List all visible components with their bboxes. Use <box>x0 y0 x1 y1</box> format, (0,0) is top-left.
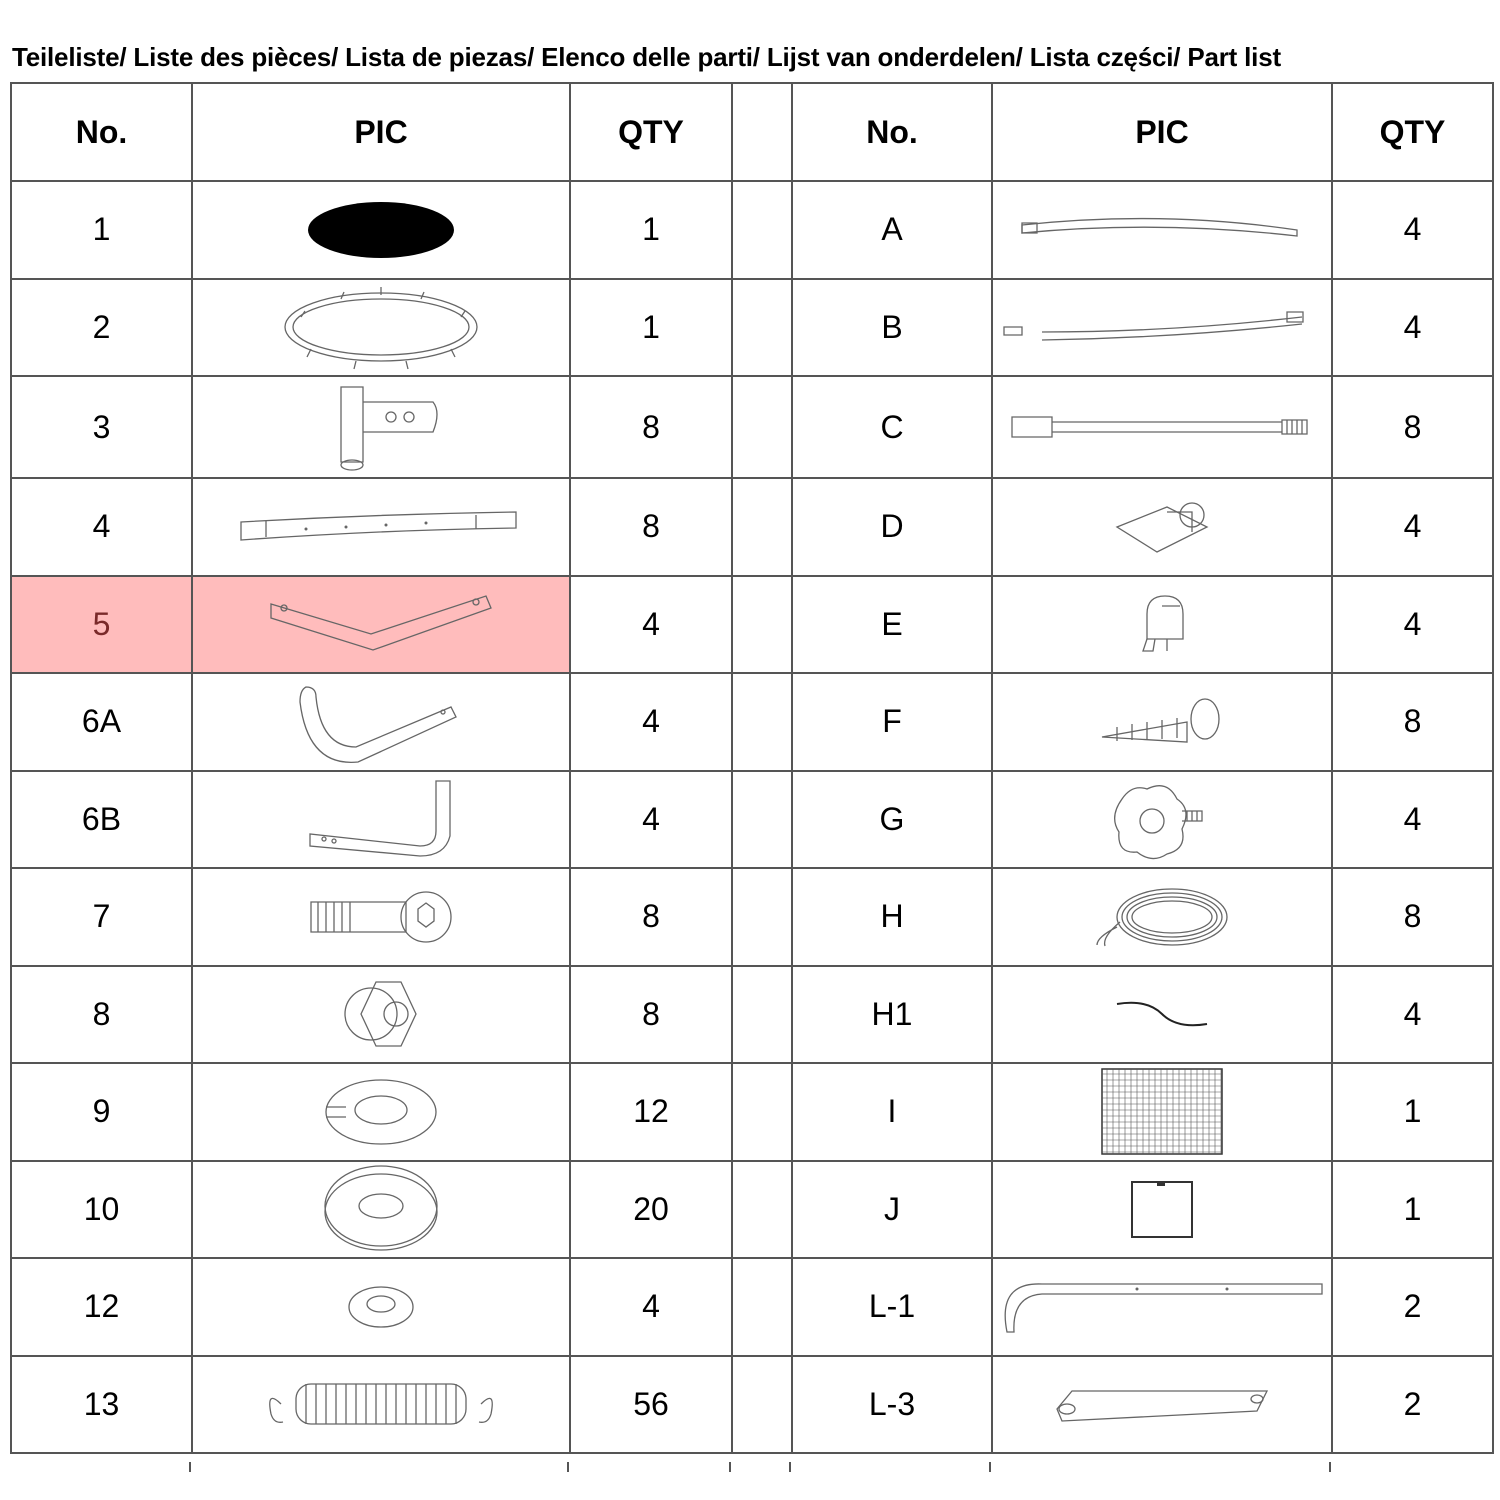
part-number-right: I <box>792 1063 992 1161</box>
handle-bar-icon <box>993 1277 1331 1337</box>
cord-icon <box>993 994 1331 1034</box>
part-number-right: F <box>792 673 992 771</box>
part-qty-left: 4 <box>570 673 732 771</box>
table-row <box>11 1161 1493 1259</box>
column-gap <box>732 966 792 1064</box>
curved-pole-icon <box>993 210 1331 250</box>
part-pic-right <box>992 1063 1332 1161</box>
part-number-left: 4 <box>11 478 192 576</box>
part-pic-left <box>192 1258 570 1356</box>
table-row <box>11 576 1493 674</box>
spring-washer-icon <box>193 1072 569 1152</box>
table-row <box>11 181 1493 279</box>
part-qty-left: 8 <box>570 478 732 576</box>
part-number-right: C <box>792 376 992 478</box>
part-pic-right <box>992 868 1332 966</box>
part-qty-left: 8 <box>570 966 732 1064</box>
v-tube-icon <box>193 594 569 654</box>
part-pic-left <box>192 279 570 377</box>
part-qty-left: 20 <box>570 1161 732 1259</box>
column-gap <box>732 1356 792 1454</box>
part-pic-left <box>192 771 570 869</box>
table-continuation-line <box>1329 1462 1331 1472</box>
column-gap <box>732 279 792 377</box>
bolt-icon <box>193 887 569 947</box>
bent-pole-icon <box>993 302 1331 352</box>
column-gap <box>732 83 792 181</box>
part-qty-right: 8 <box>1332 868 1493 966</box>
part-qty-left: 8 <box>570 376 732 478</box>
part-pic-left <box>192 1063 570 1161</box>
part-number-right: L-1 <box>792 1258 992 1356</box>
part-number-right: B <box>792 279 992 377</box>
part-number-right: H1 <box>792 966 992 1064</box>
table-row <box>11 868 1493 966</box>
straight-rod-icon <box>993 412 1331 442</box>
cord-coil-icon <box>993 882 1331 952</box>
part-number-left: 1 <box>11 181 192 279</box>
part-qty-left: 56 <box>570 1356 732 1454</box>
table-continuation-line <box>189 1462 191 1472</box>
handle-tube-icon <box>993 1384 1331 1424</box>
part-pic-right <box>992 673 1332 771</box>
part-qty-right: 1 <box>1332 1161 1493 1259</box>
part-qty-right: 4 <box>1332 181 1493 279</box>
part-number-right: D <box>792 478 992 576</box>
part-number-left: 9 <box>11 1063 192 1161</box>
part-number-left: 6A <box>11 673 192 771</box>
header-row <box>11 83 1493 181</box>
cap-nut-icon <box>193 974 569 1054</box>
header-qty-right: QTY <box>1332 83 1493 181</box>
part-pic-left <box>192 478 570 576</box>
part-pic-right <box>992 966 1332 1064</box>
part-number-right: G <box>792 771 992 869</box>
part-number-right: J <box>792 1161 992 1259</box>
table-continuation-line <box>567 1462 569 1472</box>
part-number-right: L-3 <box>792 1356 992 1454</box>
part-pic-left <box>192 673 570 771</box>
table-row <box>11 376 1493 478</box>
part-qty-right: 4 <box>1332 576 1493 674</box>
part-qty-right: 1 <box>1332 1063 1493 1161</box>
column-gap <box>732 181 792 279</box>
t-connector-icon <box>193 377 569 477</box>
curved-tube-icon <box>193 507 569 547</box>
header-no-left: No. <box>11 83 192 181</box>
part-number-left: 2 <box>11 279 192 377</box>
table-row <box>11 1356 1493 1454</box>
part-pic-right <box>992 1356 1332 1454</box>
table-row <box>11 1063 1493 1161</box>
part-pic-right <box>992 576 1332 674</box>
table-row <box>11 279 1493 377</box>
part-qty-left: 1 <box>570 181 732 279</box>
part-qty-right: 8 <box>1332 376 1493 478</box>
part-qty-right: 8 <box>1332 673 1493 771</box>
part-number-right: A <box>792 181 992 279</box>
part-qty-left: 8 <box>570 868 732 966</box>
part-qty-left: 12 <box>570 1063 732 1161</box>
part-number-left: 8 <box>11 966 192 1064</box>
column-gap <box>732 673 792 771</box>
parts-table <box>10 82 1494 1454</box>
knob-icon <box>993 779 1331 859</box>
part-qty-right: 4 <box>1332 771 1493 869</box>
column-gap <box>732 868 792 966</box>
part-qty-left: 1 <box>570 279 732 377</box>
part-number-left: 5 <box>11 576 192 674</box>
part-pic-left <box>192 576 570 674</box>
column-gap <box>732 1258 792 1356</box>
panel-icon <box>993 1177 1331 1242</box>
part-pic-right <box>992 376 1332 478</box>
header-no-right: No. <box>792 83 992 181</box>
part-qty-right: 4 <box>1332 478 1493 576</box>
part-number-right: E <box>792 576 992 674</box>
bracket-icon <box>993 497 1331 557</box>
part-qty-left: 4 <box>570 576 732 674</box>
part-pic-right <box>992 1161 1332 1259</box>
net-icon <box>993 1064 1331 1159</box>
part-pic-right <box>992 771 1332 869</box>
ring-frame-icon <box>193 287 569 367</box>
table-row <box>11 966 1493 1064</box>
part-pic-right <box>992 478 1332 576</box>
table-continuation-line <box>729 1462 731 1472</box>
part-pic-left <box>192 376 570 478</box>
screw-icon <box>993 697 1331 747</box>
leg-tube-b-icon <box>193 779 569 859</box>
part-qty-right: 2 <box>1332 1356 1493 1454</box>
header-pic-right: PIC <box>992 83 1332 181</box>
part-qty-left: 4 <box>570 771 732 869</box>
washer-icon <box>193 1164 569 1254</box>
part-pic-right <box>992 1258 1332 1356</box>
part-qty-right: 2 <box>1332 1258 1493 1356</box>
cap-icon <box>993 594 1331 654</box>
part-pic-left <box>192 181 570 279</box>
part-pic-right <box>992 279 1332 377</box>
part-qty-left: 4 <box>570 1258 732 1356</box>
part-number-right: H <box>792 868 992 966</box>
leg-tube-a-icon <box>193 682 569 762</box>
part-number-left: 12 <box>11 1258 192 1356</box>
small-washer-icon <box>193 1282 569 1332</box>
table-row <box>11 478 1493 576</box>
column-gap <box>732 478 792 576</box>
part-number-left: 7 <box>11 868 192 966</box>
part-pic-left <box>192 966 570 1064</box>
part-qty-right: 4 <box>1332 966 1493 1064</box>
page-title: Teileliste/ Liste des pièces/ Lista de piezas/ Elenco delle parti/ Lijst van onderdelen/ Lista części/ Part list <box>12 42 1281 72</box>
table-row <box>11 1258 1493 1356</box>
part-number-left: 6B <box>11 771 192 869</box>
table-continuation-line <box>989 1462 991 1472</box>
column-gap <box>732 1063 792 1161</box>
table-row <box>11 673 1493 771</box>
spring-icon <box>193 1374 569 1434</box>
part-pic-left <box>192 1356 570 1454</box>
header-pic-left: PIC <box>192 83 570 181</box>
part-pic-left <box>192 868 570 966</box>
table-continuation-line <box>789 1462 791 1472</box>
part-pic-right <box>992 181 1332 279</box>
header-qty-left: QTY <box>570 83 732 181</box>
part-pic-left <box>192 1161 570 1259</box>
part-number-left: 13 <box>11 1356 192 1454</box>
column-gap <box>732 771 792 869</box>
table-row <box>11 771 1493 869</box>
column-gap <box>732 376 792 478</box>
column-gap <box>732 1161 792 1259</box>
part-number-left: 3 <box>11 376 192 478</box>
part-number-left: 10 <box>11 1161 192 1259</box>
oval-mat-icon <box>193 200 569 260</box>
part-qty-right: 4 <box>1332 279 1493 377</box>
column-gap <box>732 576 792 674</box>
